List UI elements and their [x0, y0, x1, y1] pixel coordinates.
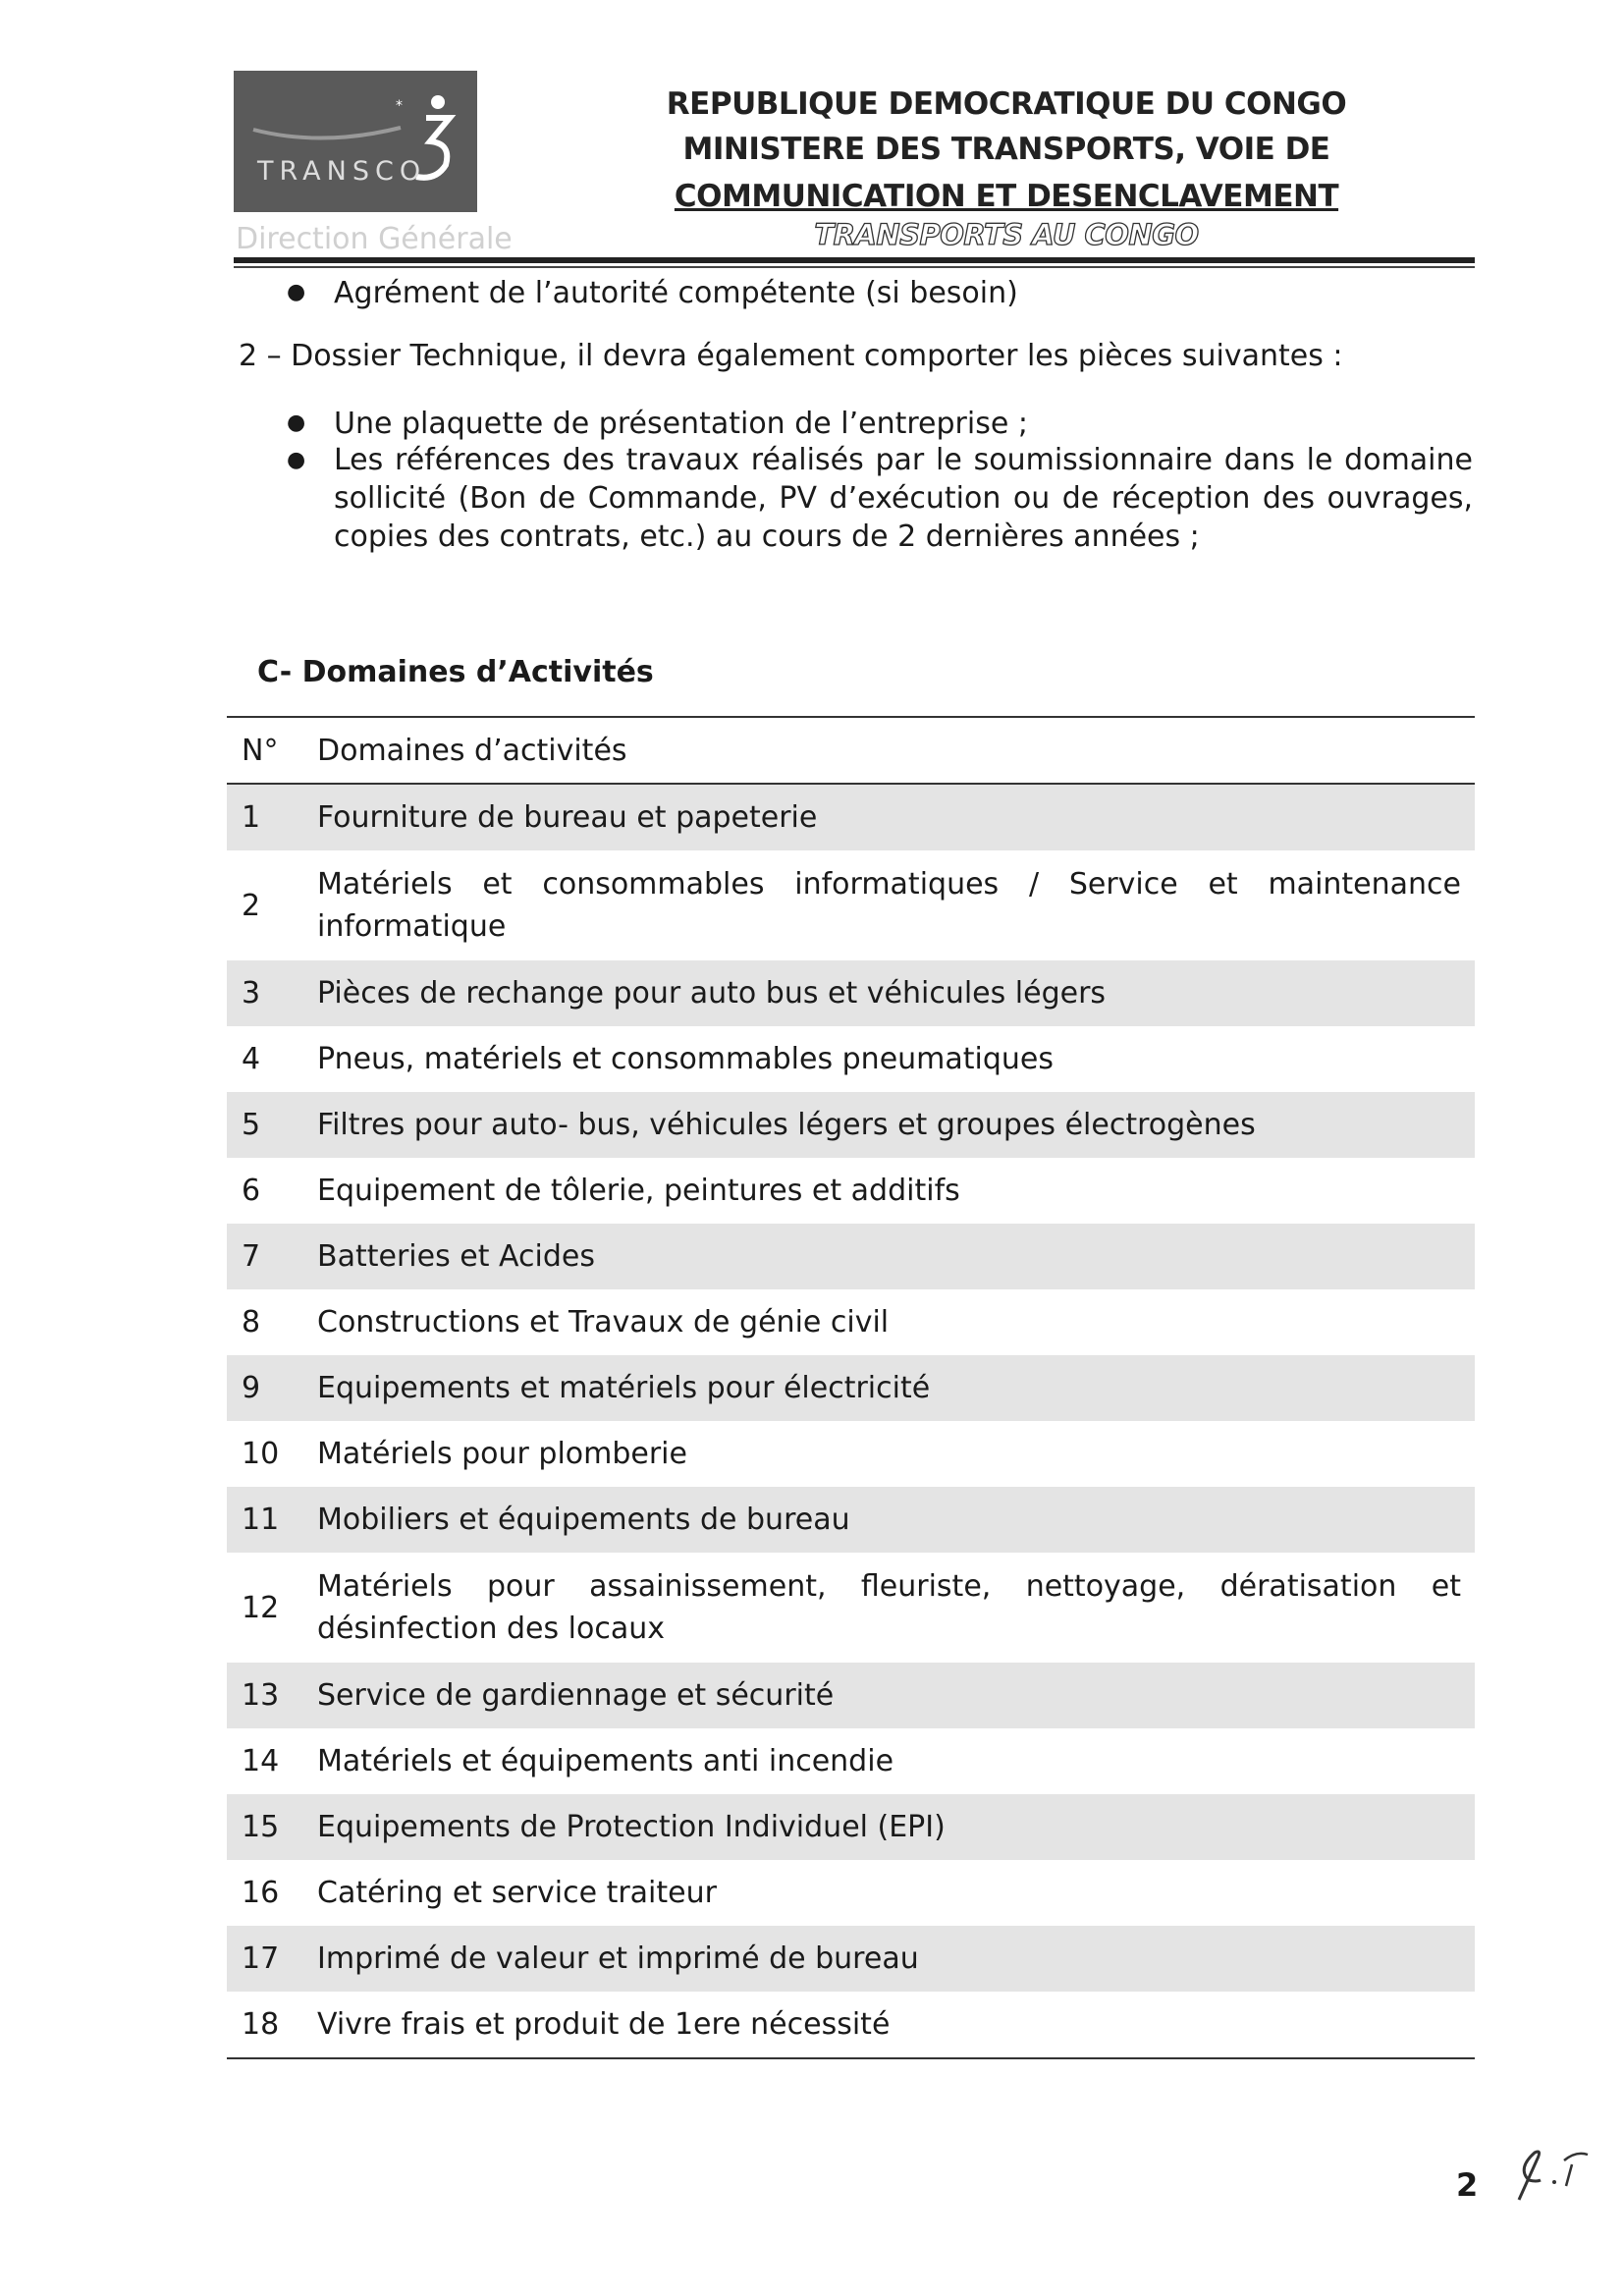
row-domain: Matériels et consommables informatiques / Service et maintenance informatique [317, 867, 1461, 944]
row-number: 16 [242, 1876, 280, 1910]
row-domain: Filtres pour auto- bus, véhicules légers et groupes électrogènes [317, 1108, 1256, 1142]
table-row [227, 1224, 1475, 1289]
table-row [227, 785, 1475, 850]
row-domain: Matériels pour assainissement, fleuriste, nettoyage, dératisation et désinfection des locaux [317, 1569, 1461, 1646]
activities-table [227, 716, 1475, 2059]
table-row [227, 1992, 1475, 2057]
row-domain: Matériels et équipements anti incendie [317, 1744, 894, 1778]
bullet-text: Les références des travaux réalisés par le soumissionnaire dans le domaine sollicité (Bon de Commande, PV d’exécution ou de réception des ouvrages, copies des contrats, etc.) au cours de 2 dernières années ; [334, 443, 1473, 554]
row-domain: Equipement de tôlerie, peintures et additifs [317, 1174, 960, 1208]
row-number: 8 [242, 1305, 261, 1339]
table-row [227, 1663, 1475, 1728]
logo-figure-icon [234, 71, 477, 212]
row-number: 15 [242, 1810, 280, 1844]
row-domain: Imprimé de valeur et imprimé de bureau [317, 1941, 919, 1976]
header-rule [234, 257, 1475, 263]
header-number: N° [242, 733, 279, 768]
row-domain: Mobiliers et équipements de bureau [317, 1503, 850, 1537]
row-number: 18 [242, 2007, 280, 2042]
table-row [227, 1487, 1475, 1553]
row-domain: Constructions et Travaux de génie civil [317, 1305, 890, 1339]
row-domain: Catéring et service traiteur [317, 1876, 717, 1910]
table-header-row [227, 718, 1475, 785]
row-domain: Service de gardiennage et sécurité [317, 1678, 835, 1713]
row-domain: Batteries et Acides [317, 1239, 595, 1274]
header-company: TRANSPORTS AU CONGO [814, 218, 1199, 251]
page-number: 2 [1456, 2166, 1479, 2204]
table-row [227, 850, 1475, 960]
table-row [227, 1421, 1475, 1487]
row-domain: Equipements de Protection Individuel (EPI) [317, 1810, 946, 1844]
row-number: 2 [242, 888, 261, 923]
header-country: REPUBLIQUE DEMOCRATIQUE DU CONGO [666, 86, 1347, 122]
table-row [227, 1728, 1475, 1794]
table-row [227, 1289, 1475, 1355]
row-number: 13 [242, 1678, 280, 1713]
row-number: 5 [242, 1108, 261, 1142]
logo-subtitle: Direction Générale [236, 222, 513, 256]
row-domain: Pièces de rechange pour auto bus et véhicules légers [317, 976, 1107, 1011]
row-number: 17 [242, 1941, 280, 1976]
header-ministry: MINISTERE DES TRANSPORTS, VOIE DE [682, 132, 1330, 167]
row-domain: Equipements et matériels pour électricité [317, 1371, 931, 1405]
section-title: C- Domaines d’Activités [257, 655, 654, 689]
header-domain: Domaines d’activités [317, 733, 627, 768]
bullet-icon: ● [287, 280, 306, 304]
header-ministry-cont: COMMUNICATION ET DESENCLAVEMENT [674, 179, 1339, 214]
row-number: 4 [242, 1042, 261, 1076]
row-number: 11 [242, 1503, 280, 1537]
table-row [227, 1355, 1475, 1421]
table-row [227, 1553, 1475, 1663]
transco-logo [234, 71, 477, 212]
table-row [227, 1026, 1475, 1092]
handwritten-initials [1507, 2141, 1596, 2210]
row-number: 7 [242, 1239, 261, 1274]
row-number: 14 [242, 1744, 280, 1778]
row-number: 10 [242, 1437, 280, 1471]
logo-text: TRANSCO [257, 156, 427, 187]
header-rule-thin [234, 266, 1475, 268]
row-number: 3 [242, 976, 261, 1011]
row-number: 6 [242, 1174, 261, 1208]
bullet-text: Une plaquette de présentation de l’entreprise ; [334, 407, 1028, 441]
bullet-icon: ● [287, 448, 306, 472]
bullet-icon: ● [287, 410, 306, 435]
table-row [227, 1794, 1475, 1860]
bullet-text: Agrément de l’autorité compétente (si besoin) [334, 276, 1018, 310]
svg-text:*: * [396, 98, 403, 114]
row-number: 1 [242, 800, 261, 835]
row-domain: Pneus, matériels et consommables pneumatiques [317, 1042, 1055, 1076]
row-domain: Fourniture de bureau et papeterie [317, 800, 818, 835]
row-number: 12 [242, 1590, 280, 1625]
table-row [227, 1860, 1475, 1926]
table-row [227, 960, 1475, 1026]
table-row [227, 1926, 1475, 1992]
dossier-technique-text: 2 – Dossier Technique, il devra également comporter les pièces suivantes : [239, 339, 1343, 373]
row-domain: Vivre frais et produit de 1ere nécessité [317, 2007, 891, 2042]
table-row [227, 1158, 1475, 1224]
row-domain: Matériels pour plomberie [317, 1437, 687, 1471]
table-row [227, 1092, 1475, 1158]
row-number: 9 [242, 1371, 261, 1405]
